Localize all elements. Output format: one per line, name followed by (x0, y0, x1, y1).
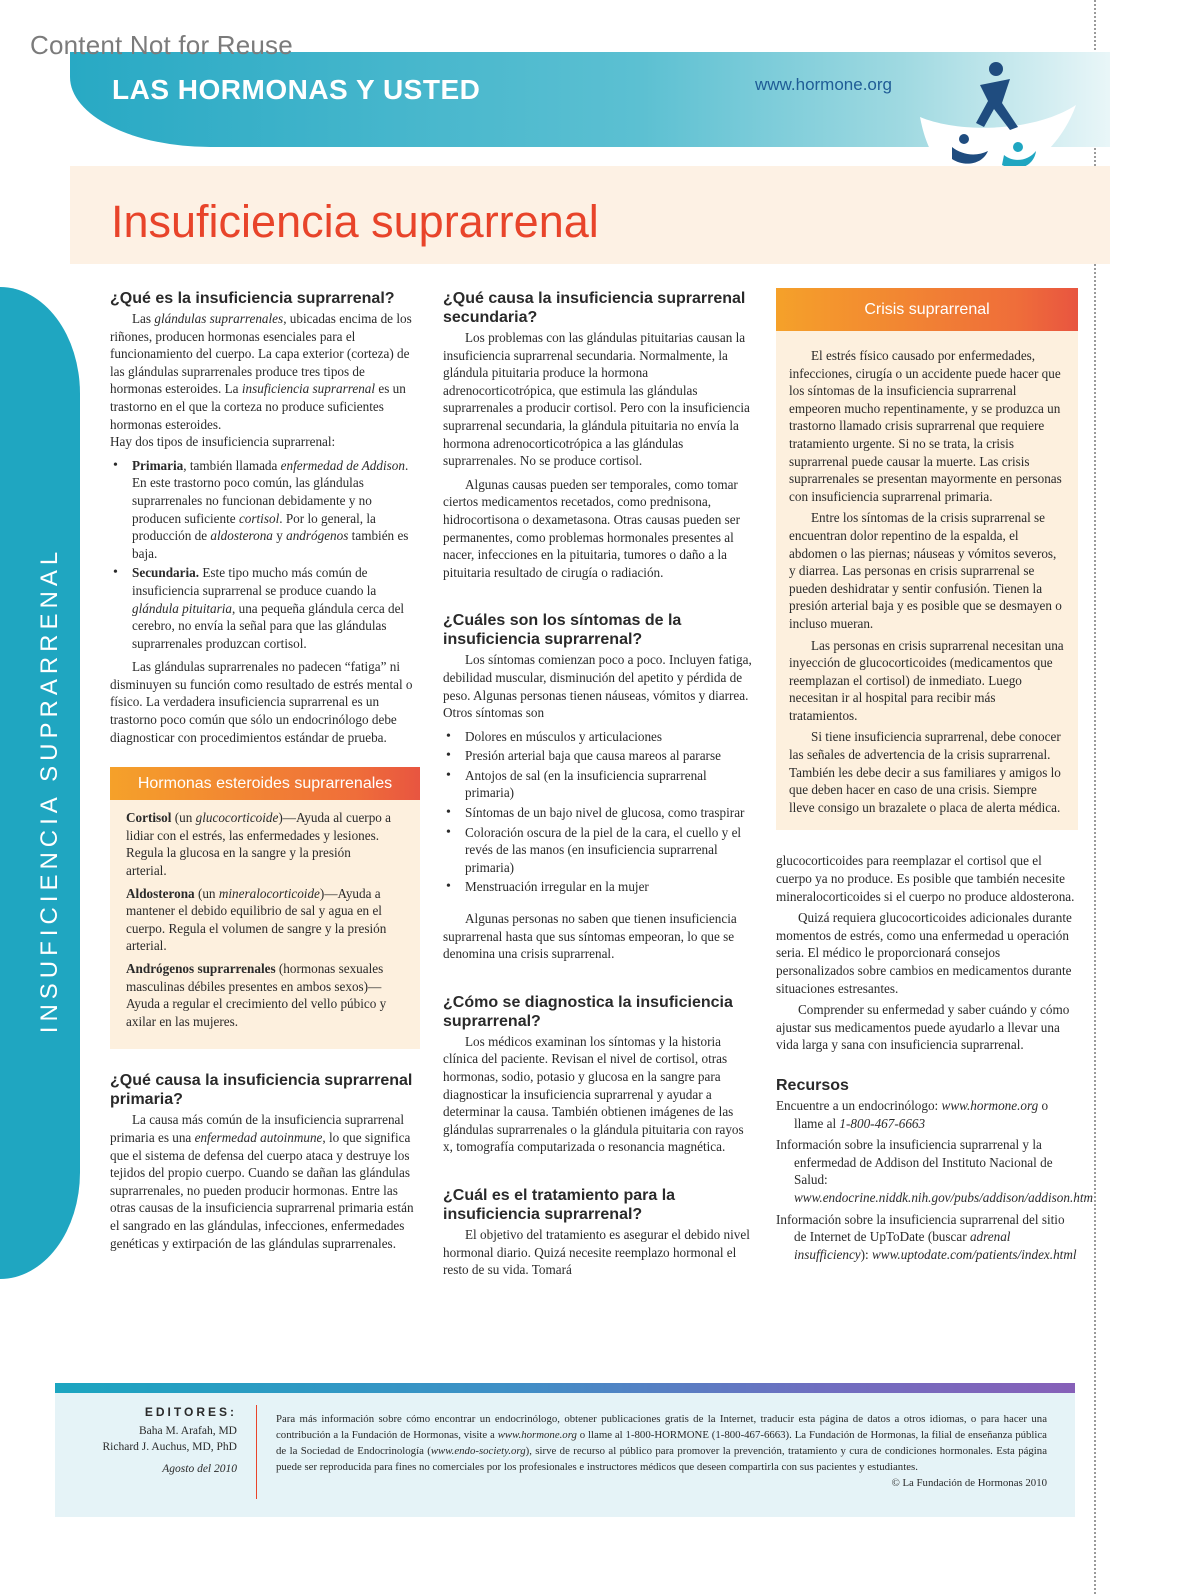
steroid-box-title: Hormonas esteroides suprarrenales (110, 767, 420, 800)
copyright: © La Fundación de Hormonas 2010 (891, 1477, 1047, 1489)
series-title: LAS HORMONAS Y USTED (112, 74, 481, 105)
types-intro: Hay dos tipos de insuficiencia suprarrenal: (110, 434, 336, 450)
treatment-paragraph: El objetivo del tratamiento es asegurar el debido nivel hormonal diario. Quizá necesite reemplazo hormonal el resto de su vida. Tomará (443, 1226, 750, 1278)
resource-link-uptodate[interactable]: www.uptodate.com/patients/index.html (872, 1246, 1077, 1262)
symptoms-paragraph-2: Algunas personas no saben que tienen insuficiencia suprarrenal hasta que sus síntomas empeoran, lo que se denomina una crisis suprarrenal. (443, 911, 737, 962)
resource-link-niddk[interactable]: www.endocrine.niddk.nih.gov/pubs/addison/addison.htm (794, 1189, 1094, 1205)
editors-label: EDITORES: (144, 1405, 237, 1419)
steroid-entry-cortisol: Cortisol (un glucocorticoide)—Ayuda al cuerpo a lidiar con el estrés, las enfermedades y lesiones. Regula la glucosa en la sangre y la presión arterial. (126, 810, 392, 879)
footer-divider (256, 1405, 257, 1499)
treatment-cont-paragraph-2: Quizá requiera glucocorticoides adicionales durante momentos de estrés, como una enfermedad u operación seria. El médico le proporcionará consejos personalizados sobre cambios en medicamentos durante situaciones estresantes. (776, 910, 1072, 996)
secondary-cause-paragraph-2: Algunas causas pueden ser temporales, como tomar ciertos medicamentos recetados, como prednisona, hidrocortisona o dexametasona. Otras causas pueden ser permanentes, como problemas hormonales presentes al nacer, infecciones en la pituitaria, tumores o daño a la pituitaria resultado de cirugía o radiación. (443, 476, 740, 580)
symptoms-list (443, 728, 755, 896)
watermark: Content Not for Reuse (30, 30, 293, 60)
crisis-paragraph-3: Las personas en crisis suprarrenal necesitan una inyección de glucocorticoides (medicamentos que reemplazan el cortisol) de inmediato. Luego necesitan ir al hospital para recibir más tratamientos. (789, 637, 1064, 723)
resource-link-hormone[interactable]: www.hormone.org (941, 1097, 1039, 1113)
editor-name: Richard J. Auchus, MD, PhD (102, 1441, 237, 1453)
crisis-paragraph-4: Si tiene insuficiencia suprarrenal, debe conocer las señales de advertencia de la crisis suprarrenal. También les debe decir a sus familiares y amigos lo que deben hacer en caso de una crisis. Siempre lleve consigo un brazalete o placa de alerta médica. (789, 729, 1061, 815)
heading-primary-cause: ¿Qué causa la insuficiencia suprarrenal primaria? (110, 1072, 413, 1109)
footer-info-text: Para más información sobre cómo encontrar un endocrinólogo, obtener publicaciones gratis de la Internet, traducir esta página de datos a otros idiomas, o para hacer una contribución a la Fundación de Hormonas, visite a www.hormone.org o llame al 1-800-HORMONE (1-800-467-6663). La Fundación de Hormonas, la filial de enseñanza pública de la Sociedad de Endocrinología (www.endo-society.org), sirve de recurso al público para promover la prevención, tratamiento y cura de condiciones hormonales. Esta página puede ser reproducida para fines no comerciales por los profesionales e instructores médicos que deseen compartirla con sus pacientes y estudiantes. © La Fundación de Hormonas 2010 (276, 1413, 1047, 1489)
list-item-primary: • Primaria, también llamada enfermedad de Addison. En este trastorno poco común, las glándulas suprarrenales no funcionan debidamente y no producen suficiente cortisol. Por lo general, la producción de aldosterona y andrógenos también es baja. (132, 457, 420, 563)
resource-item-nih: Información sobre la insuficiencia suprarrenal y la enfermedad de Addison del Instituto Nacional de Salud: www.endocrine.niddk.nih.gov/pubs/addison/addison.htm (776, 1137, 1094, 1205)
list-item: • Síntomas de un bajo nivel de glucosa, como traspirar (465, 804, 755, 822)
diagnosis-paragraph: Los médicos examinan los síntomas y la historia clínica del paciente. Revisan el nivel de cortisol, otras hormonas, sodio, potasio y glucosa en la sangre para diagnosticar la insuficiencia suprarrenal y ayudar a determinar la causa. También obtienen imágenes de las glándulas suprarrenales o la glándula pituitaria con rayos x, tomografía computarizada o resonancia magnética. (443, 1033, 744, 1155)
logo-figure-teal-head (1013, 142, 1023, 152)
column-2 (443, 289, 755, 1279)
treatment-cont-paragraph-3: Comprender su enfermedad y saber cuándo y cómo ajustar sus medicamentos puede ayudarlo a llevar una vida larga y sana con insuficiencia suprarrenal. (776, 1002, 1070, 1053)
steroid-box-body (110, 800, 420, 1049)
footer-gradient-bar (55, 1383, 1075, 1393)
page-title: Insuficiencia suprarrenal (111, 196, 599, 247)
steroid-hormones-box (110, 767, 420, 1049)
crisis-paragraph-2: Entre los síntomas de la crisis suprarrenal se encuentran dolor repentino de la espalda, el abdomen o las piernas; náuseas y vómitos severos, y diarrea. Las personas en crisis suprarrenal se pueden deshidratar y sentir confusión. Tienen la presión arterial baja y es posible que se desmayen o incluso mueran. (789, 510, 1062, 631)
list-item: • Menstruación irregular en la mujer (465, 878, 755, 896)
editors-block (75, 1404, 237, 1477)
symptoms-paragraph-1: Los síntomas comienzan poco a poco. Incluyen fatiga, debilidad muscular, disminución del apetito y pérdida de peso. Algunas personas tienen náuseas, vómitos y diarrea. Otros síntomas son (443, 652, 752, 721)
heading-resources: Recursos (776, 1076, 849, 1094)
resources-list (776, 1097, 1094, 1263)
column-3 (776, 288, 1094, 1267)
logo-figure-head (989, 62, 1003, 76)
crisis-box-title: Crisis suprarrenal (776, 288, 1078, 331)
types-list (110, 457, 420, 653)
list-item: • Antojos de sal (en la insuficiencia suprarrenal primaria) (465, 767, 755, 802)
side-tab-label: INSUFICIENCIA SUPRARRENAL (36, 546, 63, 1034)
crisis-paragraph-1: El estrés físico causado por enfermedades, infecciones, cirugía o un accidente puede hacer que los síntomas de la insuficiencia suprarrenal empeoren mucho repentinamente, y se produzca un trastorno llamado crisis suprarrenal que requiere tratamiento urgente. Si no se trata, la crisis suprarrenal puede causar la muerte. Las crisis suprarrenales se presentan mayormente en personas con insuficiencia suprarrenal primaria. (789, 348, 1062, 504)
steroid-entry-androgens: Andrógenos suprarrenales (hormonas sexuales masculinas débiles presentes en ambos sexos)—Ayuda a regular el crecimiento del vello púbico y axilar en las mujeres. (126, 961, 387, 1029)
column-1 (110, 289, 420, 1252)
logo-figure-small-head (959, 134, 969, 144)
list-item: • Dolores en músculos y articulaciones (465, 728, 755, 746)
heading-secondary-cause: ¿Qué causa la insuficiencia suprarrenal secundaria? (443, 290, 746, 326)
what-is-paragraph: Las glándulas suprarrenales, ubicadas encima de los riñones, producen hormonas esenciales para el funcionamiento del cuerpo. La capa exterior (corteza) de las glándulas suprarrenales produce tres tipos de hormonas esteroides. La insuficiencia suprarrenal es un trastorno en el que la corteza no produce suficientes hormonas esteroides. (110, 311, 412, 432)
logo-figure-body (976, 79, 1018, 130)
secondary-cause-paragraph-1: Los problemas con las glándulas pituitarias causan la insuficiencia suprarrenal secundaria. Normalmente, la glándula pituitaria produce la hormona adrenocorticotrópica, que estimula las glándulas suprarrenales a producir cortisol. Pero con la insuficiencia suprarrenal secundaria, la glándula pituitaria no envía la hormona adrenocorticotrópica a las glándulas suprarrenales. No se produce cortisol. (443, 330, 750, 469)
adrenal-crisis-box (776, 288, 1078, 830)
heading-symptoms: ¿Cuáles son los síntomas de la insuficiencia suprarrenal? (443, 612, 682, 649)
heading-treatment: ¿Cuál es el tratamiento para la insuficiencia suprarrenal? (443, 1186, 676, 1223)
editor-name: Baha M. Arafah, MD (138, 1425, 237, 1437)
list-item-secondary: • Secundaria. Este tipo mucho más común de insuficiencia suprarrenal se produce cuando la glándula pituitaria, una pequeña glándula cerca del cerebro, no envía la señal para que las glándulas suprarrenales produzcan cortisol. (132, 564, 420, 652)
primary-cause-paragraph: La causa más común de la insuficiencia suprarrenal primaria es una enfermedad autoinmune, lo que significa que el sistema de defensa del cuerpo ataca y destruye los tejidos del propio cuerpo. Cuando se dañan las glándulas suprarrenales, no pueden producir hormonas. Entre las otras causas de la insuficiencia suprarrenal primaria están el sangrado en las glándulas, infecciones, enfermedades genéticas y extirpación de las glándulas suprarrenales. (110, 1112, 414, 1251)
treatment-cont-paragraph-1: glucocorticoides para reemplazar el cortisol que el cuerpo ya no produce. Es posible que también necesite mineralocorticoides si el cuerpo no produce aldosterona. (776, 853, 1075, 904)
crisis-box-body (776, 331, 1078, 830)
list-item: • Coloración oscura de la piel de la cara, el cuello y el revés de las manos (en insuficiencia suprarrenal primaria) (465, 824, 755, 877)
footer-link-endo-society[interactable]: www.endo-society.org (430, 1445, 526, 1457)
fatigue-paragraph: Las glándulas suprarrenales no padecen “fatiga” ni disminuyen su función como resultado de estrés mental o físico. La verdadera insuficiencia suprarrenal es un trastorno poco común que sólo un endocrinólogo debe diagnosticar con procedimientos estándar de prueba. (110, 659, 413, 745)
publication-date: Agosto del 2010 (162, 1463, 237, 1475)
heading-what-is: ¿Qué es la insuficiencia suprarrenal? (110, 290, 395, 307)
list-item: • Presión arterial baja que causa mareos al pararse (465, 747, 755, 765)
resource-item-endocrinologist: Encuentre a un endocrinólogo: www.hormone.org o llame al 1-800-467-6663 (776, 1097, 1049, 1131)
heading-diagnosis: ¿Cómo se diagnostica la insuficiencia suprarrenal? (443, 993, 733, 1030)
header-url-link[interactable]: www.hormone.org (755, 75, 893, 94)
resource-item-uptodate: Información sobre la insuficiencia suprarrenal del sitio de Internet de UpToDate (buscar adrenal insufficiency): www.uptodate.com/patients/index.html (776, 1211, 1077, 1262)
steroid-entry-aldosterone: Aldosterona (un mineralocorticoide)—Ayuda a mantener el debido equilibrio de sal y agua en el cuerpo. Regula el volumen de sangre y la presión arterial. (126, 885, 387, 954)
footer-link-hormone[interactable]: www.hormone.org (497, 1429, 577, 1441)
